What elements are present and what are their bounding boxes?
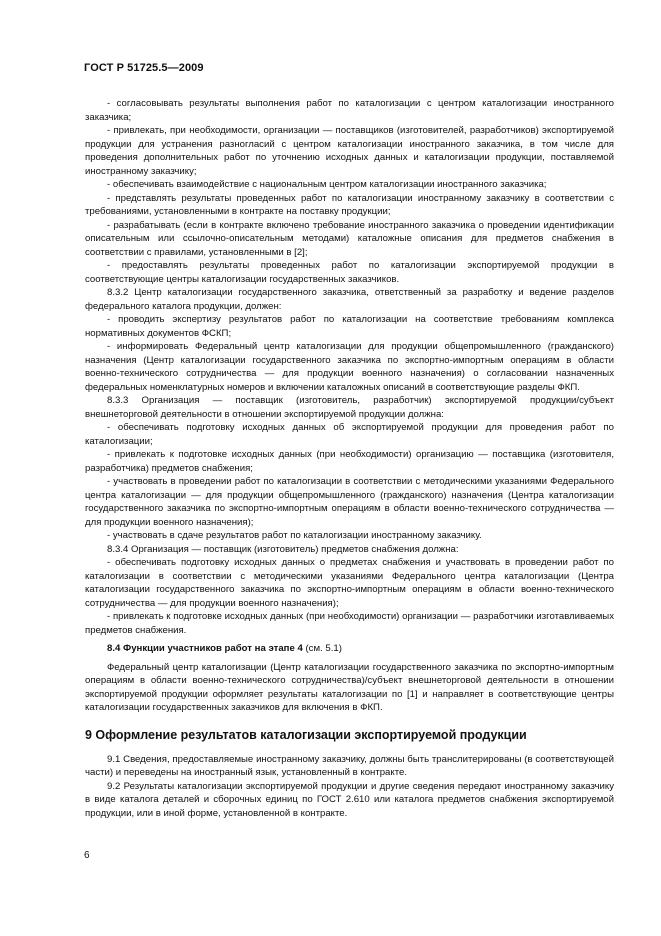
subsection-heading bbox=[85, 642, 614, 656]
subsection-title: 8.4 Функции участников работ на этапе 4 bbox=[107, 643, 303, 654]
paragraph: - разрабатывать (если в контракте включено требование иностранного заказчика о проведении идентификации описательным или ссылочно-описательным методами) каталожные описания для предметов снабжения в соответствии с правилами, установленными в [2]; bbox=[85, 219, 614, 258]
paragraph: 9.2 Результаты каталогизации экспортируемой продукции и другие сведения передают иностранному заказчику в виде каталога деталей и сборочных единиц по ГОСТ 2.610 или каталога предметов снабжения экспортируемой продукции, или в иной форме, установленной в контракте. bbox=[85, 780, 614, 819]
page-number: 6 bbox=[84, 850, 90, 861]
paragraph: - участвовать в проведении работ по каталогизации в соответствии с методическими указаниями Федерального центра каталогизации — для продукции общепромышленного (гражданского) назначения (Центра каталогизации государственного заказчика по экспортно-импортным операциям в области военно-технического сотрудничества — для продукции военного назначения); bbox=[85, 476, 614, 528]
paragraph: - предоставлять результаты проведенных работ по каталогизации экспортируемой продукции в соответствующие центры каталогизации государственных заказчиков. bbox=[85, 260, 614, 285]
document-header: ГОСТ Р 51725.5—2009 bbox=[84, 62, 204, 74]
paragraph: 8.3.3 Организация — поставщик (изготовитель, разработчик) экспортируемой продукции/субъект внешнеторговой деятельности в отношении экспортируемой продукции должна: bbox=[85, 395, 614, 420]
paragraph: - проводить экспертизу результатов работ по каталогизации на соответствие требованиям комплекса нормативных документов ФСКП; bbox=[85, 314, 614, 339]
paragraph: - привлекать к подготовке исходных данных (при необходимости) организации — разработчики изготавливаемых предметов снабжения. bbox=[85, 611, 614, 636]
paragraph: - информировать Федеральный центр каталогизации для продукции общепромышленного (гражданского) назначения (Центр каталогизации государственного заказчика по экспортно-импортным операциям в области военно-технического сотрудничества — для продукции военного назначения) о согласовании назначенных федеральных номенклатурных номеров и включении каталожных описаний в соответствующие разделы ФКП. bbox=[85, 341, 614, 393]
page-content bbox=[85, 97, 614, 820]
paragraph: 8.3.4 Организация — поставщик (изготовитель) предметов снабжения должна: bbox=[107, 543, 459, 555]
section-title: 9 Оформление результатов каталогизации экспортируемой продукции bbox=[85, 727, 527, 742]
paragraph: 9.1 Сведения, предоставляемые иностранному заказчику, должны быть транслитерированы (в соответствующей части) и переведены на иностранный язык, установленный в контракте. bbox=[85, 753, 614, 778]
paragraph: Федеральный центр каталогизации (Центр каталогизации государственного заказчика по экспортно-импортным операциям в области военно-технического сотрудничества)/субъект внешнеторговой деятельности в отношении экспортируемой продукции оформляет результаты каталогизации по [1] и направляет в соответствующие центры каталогизации государственных заказчиков для включения в ФКП. bbox=[85, 661, 614, 713]
paragraph: - обеспечивать взаимодействие с национальным центром каталогизации иностранного заказчика; bbox=[107, 179, 547, 190]
paragraph: 8.3.2 Центр каталогизации государственного заказчика, ответственный за разработку и ведение разделов федерального каталога продукции, должен: bbox=[85, 287, 614, 312]
paragraph: - согласовывать результаты выполнения работ по каталогизации с центром каталогизации иностранного заказчика; bbox=[85, 98, 614, 123]
paragraph: - участвовать в сдаче результатов работ по каталогизации иностранному заказчику. bbox=[107, 530, 482, 541]
paragraph: - обеспечивать подготовку исходных данных о предметах снабжения и участвовать в проведении работ по каталогизации в соответствии с методическими указаниями Федерального центра каталогизации (Центра каталогизации государственного заказчика по экспортно-импортным операциям в области военно-технического сотрудничества — для продукции военного назначения); bbox=[85, 557, 614, 609]
paragraph: - обеспечивать подготовку исходных данных об экспортируемой продукции для проведения работ по каталогизации; bbox=[85, 422, 614, 447]
paragraph: - привлекать к подготовке исходных данных (при необходимости) организацию — поставщика (изготовителя, разработчика) предметов снабжения; bbox=[85, 449, 614, 474]
paragraph: - привлекать, при необходимости, организации — поставщиков (изготовителей, разработчиков) экспортируемой продукции для устранения разногласий с центром каталогизации иностранного заказчика, в том числе для проведения дополнительных работ по уточнению исходных данных и каталогизации продукции, поставляемой иностранному заказчику; bbox=[85, 125, 614, 177]
paragraph: - представлять результаты проведенных работ по каталогизации иностранному заказчику в соответствии с требованиями, установленными в контракте на поставку продукции; bbox=[85, 192, 614, 217]
subsection-title-ref: (см. 5.1) bbox=[302, 643, 342, 654]
